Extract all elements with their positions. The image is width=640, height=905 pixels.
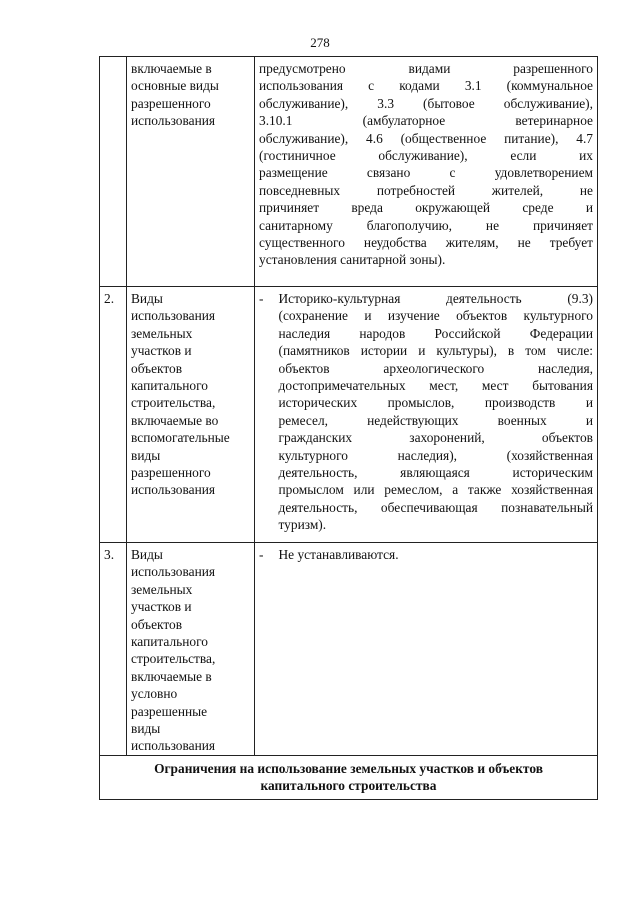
row-dash: - [255,543,275,756]
text-line: (гостиничное обслуживание), если их [259,148,593,164]
row-number: 2. [100,287,127,543]
row-dash: - [255,287,275,543]
text-line: Ограничения на использование земельных участков и объектов [154,760,543,776]
text-line: Виды [131,547,163,562]
text-line: существенного неудобства жителям, не требует [259,235,593,251]
row-description [275,543,598,756]
table-row [100,543,598,756]
text-line: Виды [131,291,163,306]
text-line: гражданских захоронений, объектов [278,430,593,446]
row-description [275,287,598,543]
text-line: достопримечательных мест, мест бытования [278,378,593,394]
text-line: обслуживание), 3.3 (бытовое обслуживание), [259,95,593,111]
text-line: наследия народов Российской Федерации [278,325,593,341]
text-line: деятельность, являющаяся историческим [278,465,593,481]
text-line: (памятников истории и культуры), в том числе: [278,343,593,359]
text-line: использования [131,738,216,754]
text-line: культурного наследия), (хозяйственная [278,447,593,463]
text-line: использования [131,308,216,324]
text-line: разрешенные [131,703,208,719]
text-line: строительства, [131,651,216,667]
text-line: установления санитарной зоны). [259,252,446,268]
text-line: включаемые во [131,412,219,428]
text-line: (сохранение и изучение объектов культурного [278,308,593,324]
text-line: основные виды [131,78,219,94]
row-title [127,543,255,756]
text-line: виды [131,447,161,463]
text-line: условно [131,686,178,702]
text-line: размещение связано с удовлетворением [259,165,593,181]
text-line: участков и [131,343,192,359]
text-line: разрешенного [131,95,211,111]
row-title [127,57,255,287]
section-heading [100,755,598,799]
text-line: использования [131,482,216,498]
text-line: Историко-культурная деятельность (9.3) [278,291,593,306]
table-row [100,755,598,799]
text-line: использования с кодами 3.1 (коммунальное [259,78,593,94]
text-line: земельных [131,325,193,341]
text-line: использования [131,113,216,129]
text-line: промыслом или ремеслом, а также хозяйственная [278,482,593,498]
text-line: использования [131,564,216,580]
text-line: капитального строительства [260,778,437,794]
text-line: объектов [131,360,183,376]
text-line: исторических промыслов, производств и [278,395,593,411]
text-line: строительства, [131,395,216,411]
text-line: санитарному благополучию, не причиняет [259,217,593,233]
row-description [255,57,598,287]
table-row [100,287,598,543]
page-number: 278 [310,35,330,50]
text-line: повседневных потребностей жителей, не [259,182,593,198]
text-line: вспомогательные [131,430,230,446]
regulations-table [99,56,598,800]
text-line: включаемые в [131,61,212,76]
text-line: капитального [131,634,208,650]
text-line: туризм). [278,517,327,533]
row-number [100,57,127,287]
text-line: обслуживание), 4.6 (общественное питание), 4.7 [259,130,593,146]
text-line: капитального [131,378,208,394]
text-line: объектов археологического наследия, [278,360,593,376]
table-row [100,57,598,287]
text-line: Не устанавливаются. [278,547,399,562]
text-line: 3.10.1 (амбулаторное ветеринарное [259,113,593,129]
text-line: деятельность, обеспечивающая познавательный [278,499,593,515]
text-line: ремесел, недействующих военных и [278,412,593,428]
text-line: участков и [131,599,192,615]
row-number: 3. [100,543,127,756]
text-line: причиняет вреда окружающей среде и [259,200,593,216]
row-title [127,287,255,543]
text-line: объектов [131,616,183,632]
text-line: разрешенного [131,465,211,481]
text-line: включаемые в [131,668,212,684]
text-line: виды [131,721,161,737]
text-line: земельных [131,581,193,597]
text-line: предусмотрено видами разрешенного [259,61,593,76]
